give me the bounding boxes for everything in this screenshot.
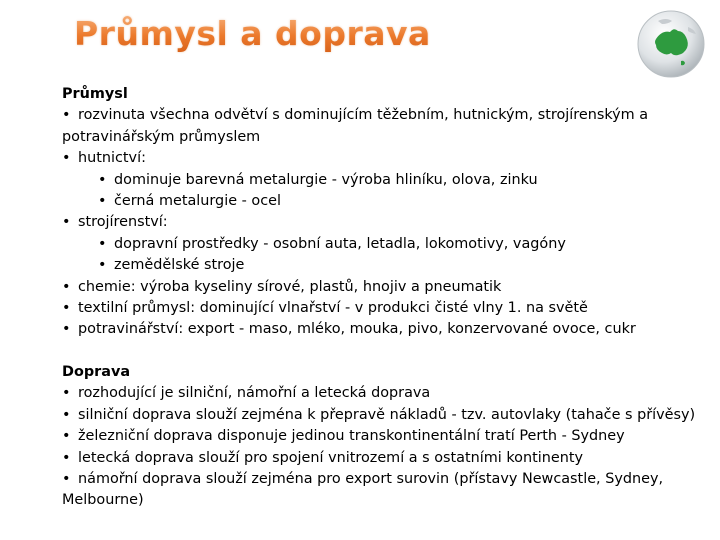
transport-item-5 — [62, 469, 702, 512]
industry-subitem-text: černá metalurgie - ocel — [114, 193, 281, 210]
bullet: • — [62, 406, 71, 423]
transport-item-1 — [62, 383, 702, 404]
industry-subitem — [62, 170, 702, 191]
bullet: • — [62, 278, 71, 295]
transport-item-text: rozhodující je silniční, námořní a letecká doprava — [78, 385, 431, 402]
industry-item-text: potravinářství: export - maso, mléko, mouka, pivo, konzervované ovoce, cukr — [78, 321, 636, 338]
bullet: • — [62, 428, 71, 445]
bullet: • — [98, 235, 107, 252]
transport-item-2 — [62, 405, 702, 426]
industry-item-1 — [62, 105, 702, 148]
bullet: • — [62, 214, 71, 231]
industry-subitem-text: dopravní prostředky - osobní auta, letadla, lokomotivy, vagóny — [114, 235, 566, 252]
bullet: • — [62, 470, 71, 487]
transport-heading: Doprava — [62, 363, 131, 380]
bullet: • — [62, 321, 71, 338]
transport-item-text: železniční doprava disponuje jedinou transkontinentální tratí Perth - Sydney — [78, 428, 625, 445]
industry-subitem-text: zemědělské stroje — [114, 257, 245, 274]
industry-subitem — [62, 191, 702, 212]
bullet: • — [98, 193, 107, 210]
bullet: • — [98, 257, 107, 274]
bullet: • — [62, 449, 71, 466]
transport-item-text: letecká doprava slouží pro spojení vnitrozemí a s ostatními kontinenty — [78, 449, 583, 466]
page-title — [74, 14, 431, 53]
transport-item-4 — [62, 448, 702, 469]
transport-item-text: námořní doprava slouží zejména pro export surovin (přístavy Newcastle, Sydney, Melbourne) — [62, 470, 664, 509]
bullet: • — [62, 107, 71, 124]
transport-item-text: silniční doprava slouží zejména k přepravě nákladů - tzv. autovlaky (tahače s přívěsy) — [78, 406, 696, 423]
industry-item-4 — [62, 277, 702, 298]
bullet: • — [62, 150, 71, 167]
transport-item-3 — [62, 426, 702, 447]
bullet: • — [62, 300, 71, 317]
industry-heading: Průmysl — [62, 86, 128, 102]
globe-australia-icon — [636, 9, 706, 79]
industry-item-text: strojírenství: — [78, 214, 168, 231]
industry-item-2 — [62, 148, 702, 169]
industry-subitem-text: dominuje barevná metalurgie - výroba hliníku, olova, zinku — [114, 171, 538, 188]
industry-subitem — [62, 255, 702, 276]
industry-item-text: rozvinuta všechna odvětví s dominujícím těžebním, hutnickým, strojírenským a potravinářským průmyslem — [62, 107, 649, 145]
industry-subitem — [62, 234, 702, 255]
bullet: • — [98, 171, 107, 188]
industry-item-6 — [62, 319, 702, 340]
industry-item-text: hutnictví: — [78, 150, 146, 167]
industry-item-3 — [62, 212, 702, 233]
content — [62, 84, 702, 512]
industry-item-text: chemie: výroba kyseliny sírové, plastů, hnojiv a pneumatik — [78, 278, 502, 295]
page-title-text: Průmysl a doprava — [74, 14, 431, 53]
bullet: • — [62, 385, 71, 402]
industry-item-text: textilní průmysl: dominující vlnařství - v produkci čisté vlny 1. na světě — [78, 300, 588, 317]
industry-item-5 — [62, 298, 702, 319]
